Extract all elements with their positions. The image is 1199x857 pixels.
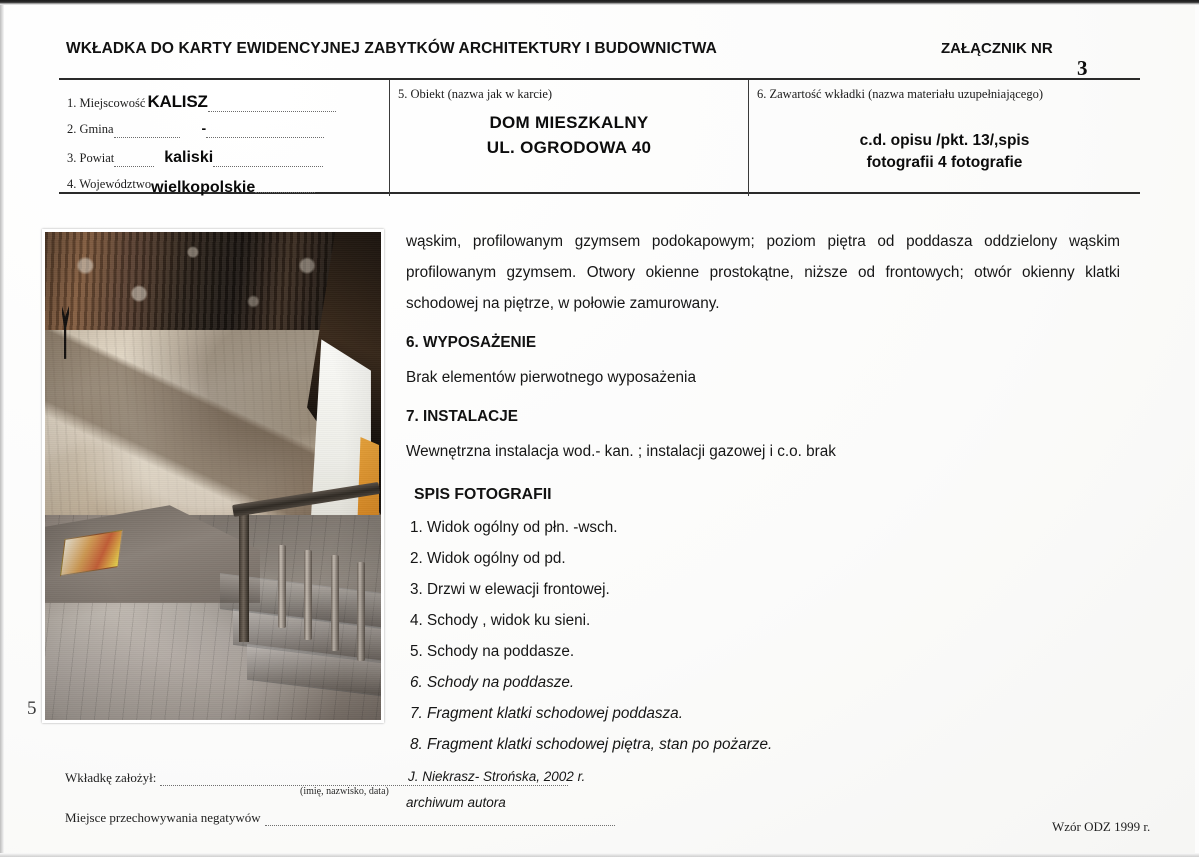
field-powiat-label: 3. Powiat — [67, 151, 115, 165]
list-item: 8. Fragment klatki schodowej piętra, stan po pożarze. — [410, 736, 773, 753]
contents-line2: fotografii 4 fotografie — [866, 154, 1023, 171]
field-gmina-dots-b — [206, 127, 324, 138]
scan-edge-top — [0, 0, 1199, 5]
photo-baluster — [278, 545, 286, 628]
continuation-paragraph: wąskim, profilowanym gzymsem podokapowym; poziom piętra od poddasza oddzielony wąskim profilowanym gzymsem. Otwory okienne prostokątne, niższe od frontowych; otwór okienny klatki schodowej na piętrze, w połowie zamurowany. — [406, 233, 1120, 312]
footer-created-by — [65, 770, 568, 786]
field-powiat-dots-a — [114, 156, 154, 167]
photo-railing — [233, 496, 381, 662]
field-powiat-dots-b — [213, 156, 323, 167]
field-miejscowosc-dots — [208, 101, 336, 112]
section-heading-instalacje: 7. INSTALACJE — [406, 408, 518, 425]
credit-author: J. Niekrasz- Strońska, 2002 r. — [408, 769, 586, 784]
photo-baluster — [331, 555, 339, 651]
object-name-line1: DOM MIESZKALNY — [489, 113, 649, 132]
photograph-image — [45, 232, 381, 720]
field-wojewodztwo-label: 4. Województwo — [67, 177, 152, 191]
photo-list-heading: SPIS FOTOGRAFII — [414, 486, 552, 503]
photo-baluster — [304, 550, 312, 640]
field-gmina — [67, 120, 381, 137]
section-heading-wyposazenie: 6. WYPOSAŻENIE — [406, 334, 537, 351]
list-item: 4. Schody , widok ku sieni. — [410, 612, 591, 629]
credit-archive: archiwum autora — [406, 795, 506, 810]
footer-created-by-hint: (imię, nazwisko, data) — [300, 786, 389, 797]
page-number: 5 — [27, 698, 37, 719]
field-powiat-value: kaliski — [164, 149, 214, 166]
field-wojewodztwo-dots — [255, 182, 315, 193]
photograph — [42, 229, 384, 723]
photo-list — [406, 512, 1120, 760]
footer-created-by-line[interactable] — [160, 775, 568, 786]
contents-cell-caption: 6. Zawartość wkładki (nazwa materiału uzupełniającego) — [757, 87, 1043, 101]
object-name-line2: UL. OGRODOWA 40 — [486, 138, 652, 157]
list-item: 7. Fragment klatki schodowej poddasza. — [410, 705, 683, 722]
header-table — [59, 78, 1140, 194]
field-wojewodztwo-value: wielkopolskie — [151, 179, 256, 196]
field-miejscowosc — [67, 92, 381, 109]
annex-number: 3 — [1077, 56, 1088, 80]
list-item: 6. Schody na poddasze. — [410, 674, 575, 691]
list-item: 3. Drzwi w elewacji frontowej. — [410, 581, 610, 598]
photo-baluster — [357, 562, 365, 662]
field-miejscowosc-label: 1. Miejscowość — [67, 96, 146, 110]
footer-negatives-line[interactable] — [265, 815, 615, 826]
form-stamp: Wzór ODZ 1999 r. — [1052, 819, 1151, 834]
scan-edge-bottom — [0, 853, 1199, 857]
footer-created-by-label: Wkładkę założył: — [65, 770, 157, 785]
field-gmina-label: 2. Gmina — [67, 122, 114, 136]
body-text-column — [406, 226, 1120, 816]
table-cell-location — [59, 80, 389, 196]
object-name — [390, 110, 748, 160]
section-text-wyposazenie: Brak elementów pierwotnego wyposażenia — [406, 369, 696, 386]
field-gmina-value: - — [201, 120, 207, 136]
field-wojewodztwo — [67, 175, 381, 196]
photo-newel-post — [239, 512, 249, 641]
field-powiat — [67, 149, 381, 166]
object-cell-caption: 5. Obiekt (nazwa jak w karcie) — [398, 87, 553, 101]
list-item: 1. Widok ogólny od płn. -wsch. — [410, 519, 618, 536]
list-item: 2. Widok ogólny od pd. — [410, 550, 566, 567]
footer-negatives-label: Miejsce przechowywania negatywów — [65, 810, 261, 825]
section-text-instalacje: Wewnętrzna instalacja wod.- kan. ; instalacji gazowej i c.o. brak — [406, 443, 836, 460]
document-title: WKŁADKA DO KARTY EWIDENCYJNEJ ZABYTKÓW ARCHITEKTURY I BUDOWNICTWA — [66, 40, 717, 57]
list-item: 5. Schody na poddasze. — [410, 643, 575, 660]
scan-edge-left — [0, 5, 4, 857]
table-cell-contents — [749, 80, 1140, 196]
footer-negatives — [65, 810, 615, 826]
field-gmina-dots-a — [114, 127, 180, 138]
field-miejscowosc-value: KALISZ — [147, 92, 208, 111]
contents-line1: c.d. opisu /pkt. 13/,spis — [859, 132, 1030, 149]
annex-label: ZAŁĄCZNIK NR — [941, 40, 1053, 57]
table-cell-object — [390, 80, 748, 196]
contents-description — [749, 130, 1140, 174]
